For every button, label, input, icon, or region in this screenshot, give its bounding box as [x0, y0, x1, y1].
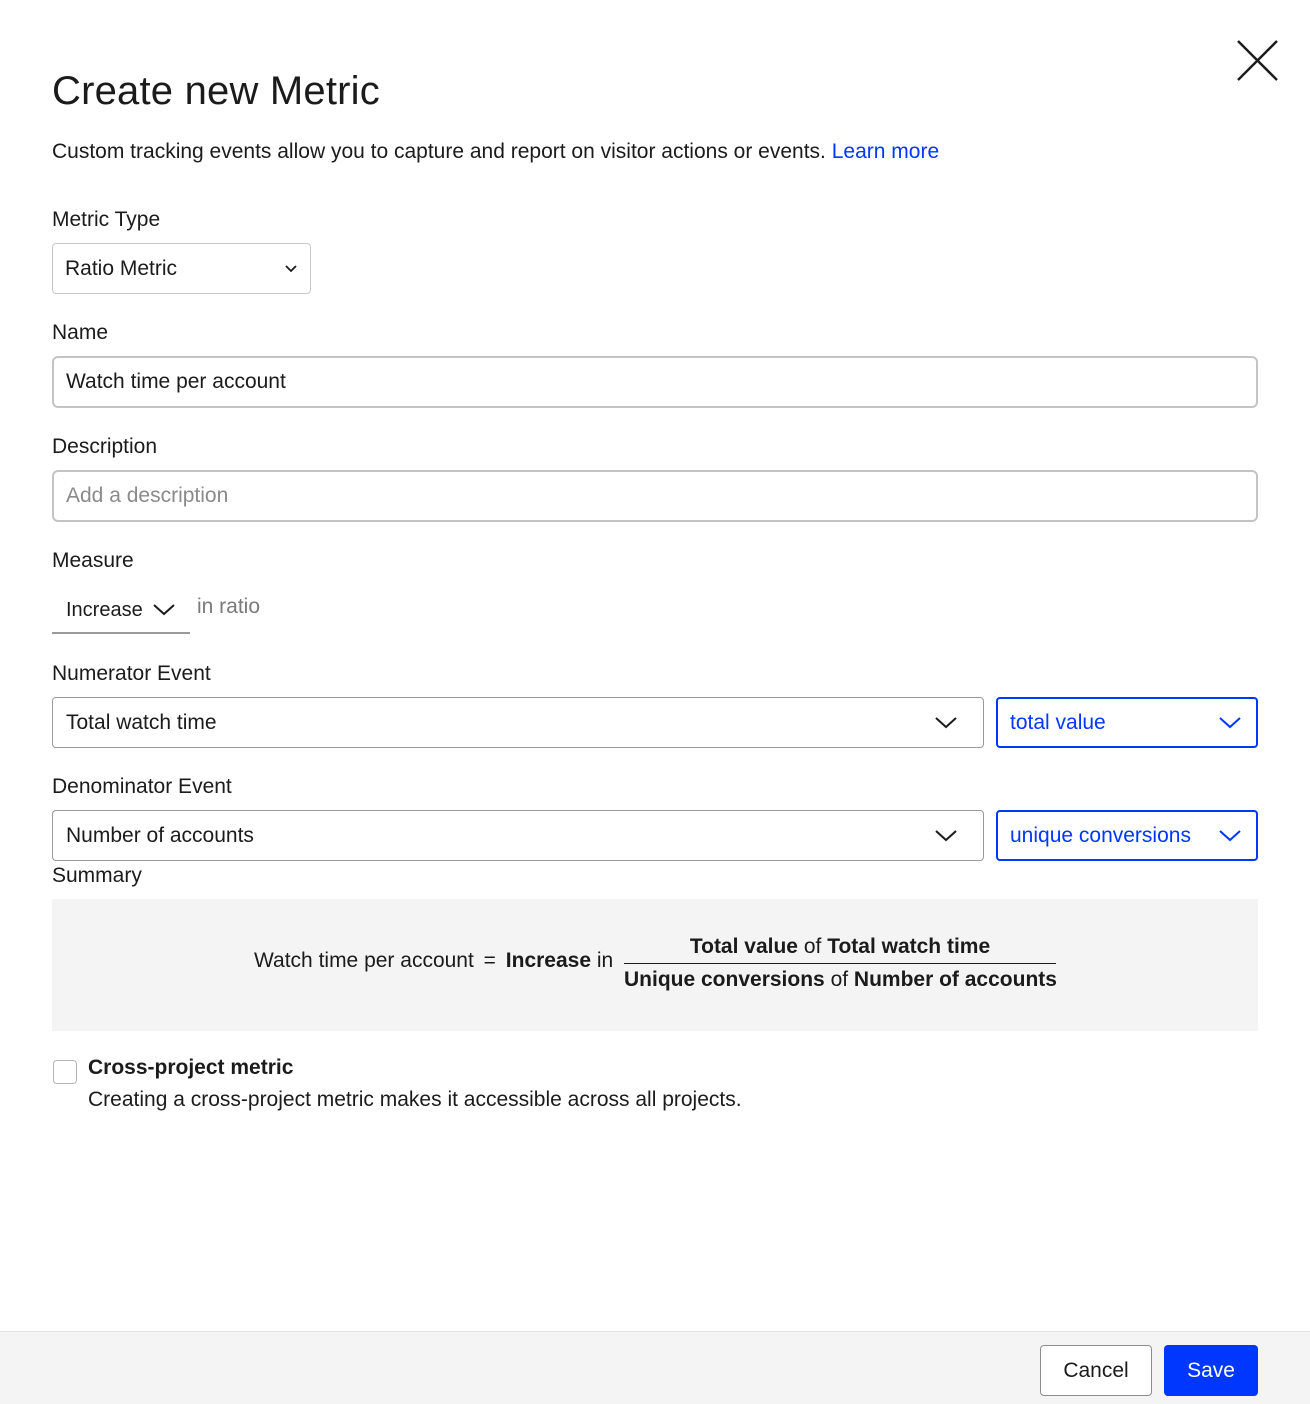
- formula-direction: Increase: [505, 949, 592, 972]
- formula-equals: =: [483, 949, 496, 972]
- denominator-label: Denominator Event: [52, 775, 232, 798]
- formula-numerator: [624, 933, 1056, 964]
- numerator-aggregation-value: total value: [1010, 710, 1106, 734]
- formula-numerator-event: Total watch time: [827, 935, 991, 958]
- denominator-aggregation-select[interactable]: [996, 810, 1258, 861]
- formula-denominator-event: Number of accounts: [853, 968, 1057, 991]
- denominator-aggregation-value: unique conversions: [1010, 823, 1191, 847]
- summary-label: Summary: [52, 864, 142, 887]
- measure-direction-select[interactable]: [52, 588, 190, 634]
- formula-denominator: [624, 966, 1056, 994]
- name-input[interactable]: [52, 356, 1258, 408]
- denominator-event-select[interactable]: [52, 810, 984, 861]
- summary-formula: [52, 899, 1258, 1031]
- numerator-aggregation-select[interactable]: [996, 697, 1258, 748]
- formula-of: of: [803, 935, 822, 958]
- metric-type-label: Metric Type: [52, 208, 161, 231]
- chevron-down-icon: [934, 829, 958, 843]
- save-button[interactable]: Save: [1164, 1345, 1258, 1396]
- intro-description: Custom tracking events allow you to capture and report on visitor actions or events.: [52, 140, 826, 163]
- description-label: Description: [52, 435, 158, 458]
- learn-more-link[interactable]: Learn more: [831, 140, 940, 163]
- measure-direction-value: Increase: [66, 598, 143, 621]
- chevron-down-icon: [1218, 716, 1242, 730]
- cross-project-label[interactable]: Cross-project metric: [88, 1056, 294, 1079]
- summary-panel: [52, 899, 1258, 1031]
- cancel-button[interactable]: Cancel: [1040, 1345, 1152, 1396]
- page-title: Create new Metric: [52, 69, 380, 113]
- metric-type-select[interactable]: [52, 243, 311, 294]
- formula-denominator-agg: Unique conversions: [624, 968, 825, 991]
- close-icon[interactable]: [1234, 38, 1280, 84]
- denominator-event-value: Number of accounts: [66, 823, 254, 847]
- chevron-down-icon: [1218, 829, 1242, 843]
- numerator-event-value: Total watch time: [66, 710, 217, 734]
- formula-fraction: [624, 933, 1056, 994]
- cross-project-checkbox[interactable]: [53, 1060, 77, 1084]
- formula-in: in: [596, 949, 614, 972]
- formula-metric-name: Watch time per account: [254, 949, 474, 972]
- cross-project-description: Creating a cross-project metric makes it accessible across all projects.: [88, 1088, 742, 1111]
- description-input[interactable]: [52, 470, 1258, 522]
- measure-label: Measure: [52, 549, 134, 572]
- formula-numerator-agg: Total value: [689, 935, 798, 958]
- chevron-down-icon: [284, 264, 298, 274]
- measure-suffix: in ratio: [197, 595, 261, 618]
- name-label: Name: [52, 321, 109, 344]
- chevron-down-icon: [152, 603, 176, 617]
- intro-text: [52, 138, 939, 166]
- formula-of: of: [830, 968, 849, 991]
- formula-lhs: [254, 949, 613, 973]
- numerator-event-select[interactable]: [52, 697, 984, 748]
- numerator-label: Numerator Event: [52, 662, 211, 685]
- metric-type-value: Ratio Metric: [65, 256, 178, 280]
- chevron-down-icon: [934, 716, 958, 730]
